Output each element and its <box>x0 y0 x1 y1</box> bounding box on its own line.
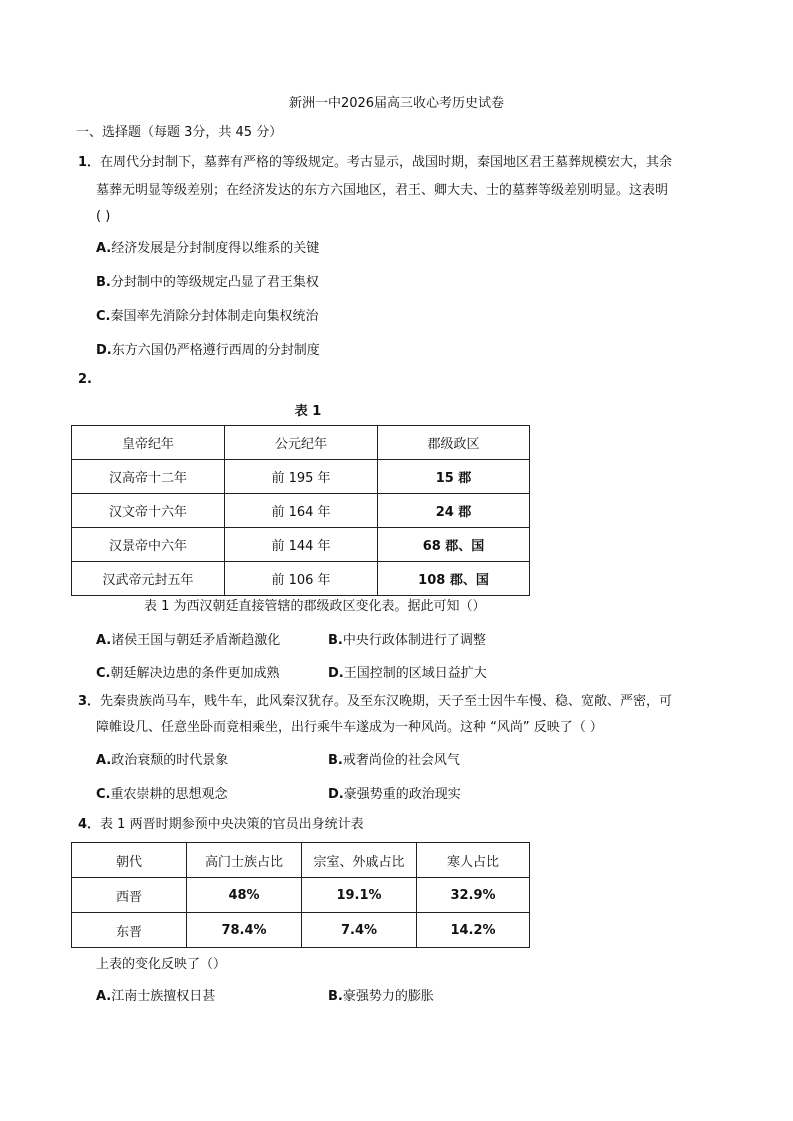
table-cell: 汉文帝十六年 <box>72 494 225 528</box>
question-3-option-a[interactable]: A.政治衰颓的时代景象 <box>96 753 229 768</box>
table-row <box>72 460 530 494</box>
table-row <box>72 878 530 913</box>
question-1-line-3: ( ) <box>96 209 111 224</box>
question-1-option-d[interactable]: D.东方六国仍严格遵行西周的分封制度 <box>96 343 320 358</box>
table-header-cell: 公元纪年 <box>225 426 378 460</box>
question-1-line-2: 墓葬无明显等级差别；在经济发达的东方六国地区，君王、卿大夫、士的墓葬等级差别明显。这表明 <box>96 183 669 198</box>
question-3-option-d[interactable]: D.豪强势重的政治现实 <box>328 787 461 802</box>
question-3-option-b[interactable]: B.戒奢尚俭的社会风气 <box>328 753 460 768</box>
question-4-option-a[interactable]: A.江南士族擅权日甚 <box>96 989 216 1004</box>
question-2-option-b[interactable]: B.中央行政体制进行了调整 <box>328 633 486 648</box>
table-cell: 15 郡 <box>378 460 530 494</box>
question-1-text-1: 在周代分封制下，墓葬有严格的等级规定。考古显示，战国时期，秦国地区君王墓葬规模宏大，其余 <box>100 155 673 170</box>
table-cell: 前 144 年 <box>225 528 378 562</box>
table-cell: 108 郡、国 <box>378 562 530 596</box>
question-4-table-title: 表 1 两晋时期参预中央决策的官员出身统计表 <box>100 817 364 832</box>
question-3-option-c[interactable]: C.重农崇耕的思想观念 <box>96 787 228 802</box>
table-cell: 汉景帝中六年 <box>72 528 225 562</box>
question-4-option-b[interactable]: B.豪强势力的膨胀 <box>328 989 434 1004</box>
question-4-stem: 上表的变化反映了（） <box>96 957 227 972</box>
table-row <box>72 528 530 562</box>
question-3-line-1 <box>78 693 672 711</box>
table-row <box>72 913 530 948</box>
table-cell: 前 164 年 <box>225 494 378 528</box>
question-2-option-c[interactable]: C.朝廷解决边患的条件更加成熟 <box>96 666 280 681</box>
table-cell: 24 郡 <box>378 494 530 528</box>
table-header-cell: 高门士族占比 <box>187 843 302 878</box>
table-header-cell: 皇帝纪年 <box>72 426 225 460</box>
question-1-line-1 <box>78 154 672 172</box>
question-2-stem: 表 1 为西汉朝廷直接管辖的郡级政区变化表。据此可知（） <box>144 599 486 614</box>
table-cell: 78.4% <box>187 913 302 948</box>
table-cell: 东晋 <box>72 913 187 948</box>
table-cell: 前 195 年 <box>225 460 378 494</box>
table-cell: 西晋 <box>72 878 187 913</box>
table-cell: 19.1% <box>302 878 417 913</box>
table-header-row <box>72 843 530 878</box>
q2-table <box>71 425 530 596</box>
table-cell: 7.4% <box>302 913 417 948</box>
question-3-text-1: 先秦贵族尚马车，贱牛车，此风秦汉犹存。及至东汉晚期，天子至士因牛车慢、稳、宽敞、严密，可 <box>100 694 673 709</box>
table-header-cell: 寒人占比 <box>417 843 530 878</box>
page-title: 新洲一中2026届高三收心考历史试卷 <box>288 96 505 111</box>
question-4-number: 4． <box>78 817 101 832</box>
question-1-number: 1． <box>78 155 101 170</box>
question-4-line-1 <box>78 816 364 834</box>
question-1-option-c[interactable]: C.秦国率先消除分封体制走向集权统治 <box>96 309 319 324</box>
table-cell: 32.9% <box>417 878 530 913</box>
table-row <box>72 562 530 596</box>
table-1-caption: 表 1 <box>294 404 322 419</box>
q4-table <box>71 842 530 948</box>
question-2-number: 2. <box>78 372 92 387</box>
table-cell: 14.2% <box>417 913 530 948</box>
table-header-cell: 郡级政区 <box>378 426 530 460</box>
question-2-option-d[interactable]: D.王国控制的区域日益扩大 <box>328 666 487 681</box>
question-3-number: 3． <box>78 694 101 709</box>
table-header-row <box>72 426 530 460</box>
table-cell: 48% <box>187 878 302 913</box>
table-cell: 前 106 年 <box>225 562 378 596</box>
question-1-option-a[interactable]: A.经济发展是分封制度得以维系的关键 <box>96 241 320 256</box>
question-2-option-a[interactable]: A.诸侯王国与朝廷矛盾渐趋激化 <box>96 633 281 648</box>
section-heading: 一、选择题（每题 3分，共 45 分） <box>76 125 283 140</box>
table-header-cell: 宗室、外戚占比 <box>302 843 417 878</box>
table-cell: 汉高帝十二年 <box>72 460 225 494</box>
question-3-line-2: 障帷设几、任意坐卧而竟相乘坐，出行乘牛车遂成为一种风尚。这种 “风尚” 反映了（ ） <box>96 720 603 735</box>
table-cell: 汉武帝元封五年 <box>72 562 225 596</box>
table-cell: 68 郡、国 <box>378 528 530 562</box>
table-row <box>72 494 530 528</box>
question-1-option-b[interactable]: B.分封制中的等级规定凸显了君王集权 <box>96 275 319 290</box>
table-header-cell: 朝代 <box>72 843 187 878</box>
